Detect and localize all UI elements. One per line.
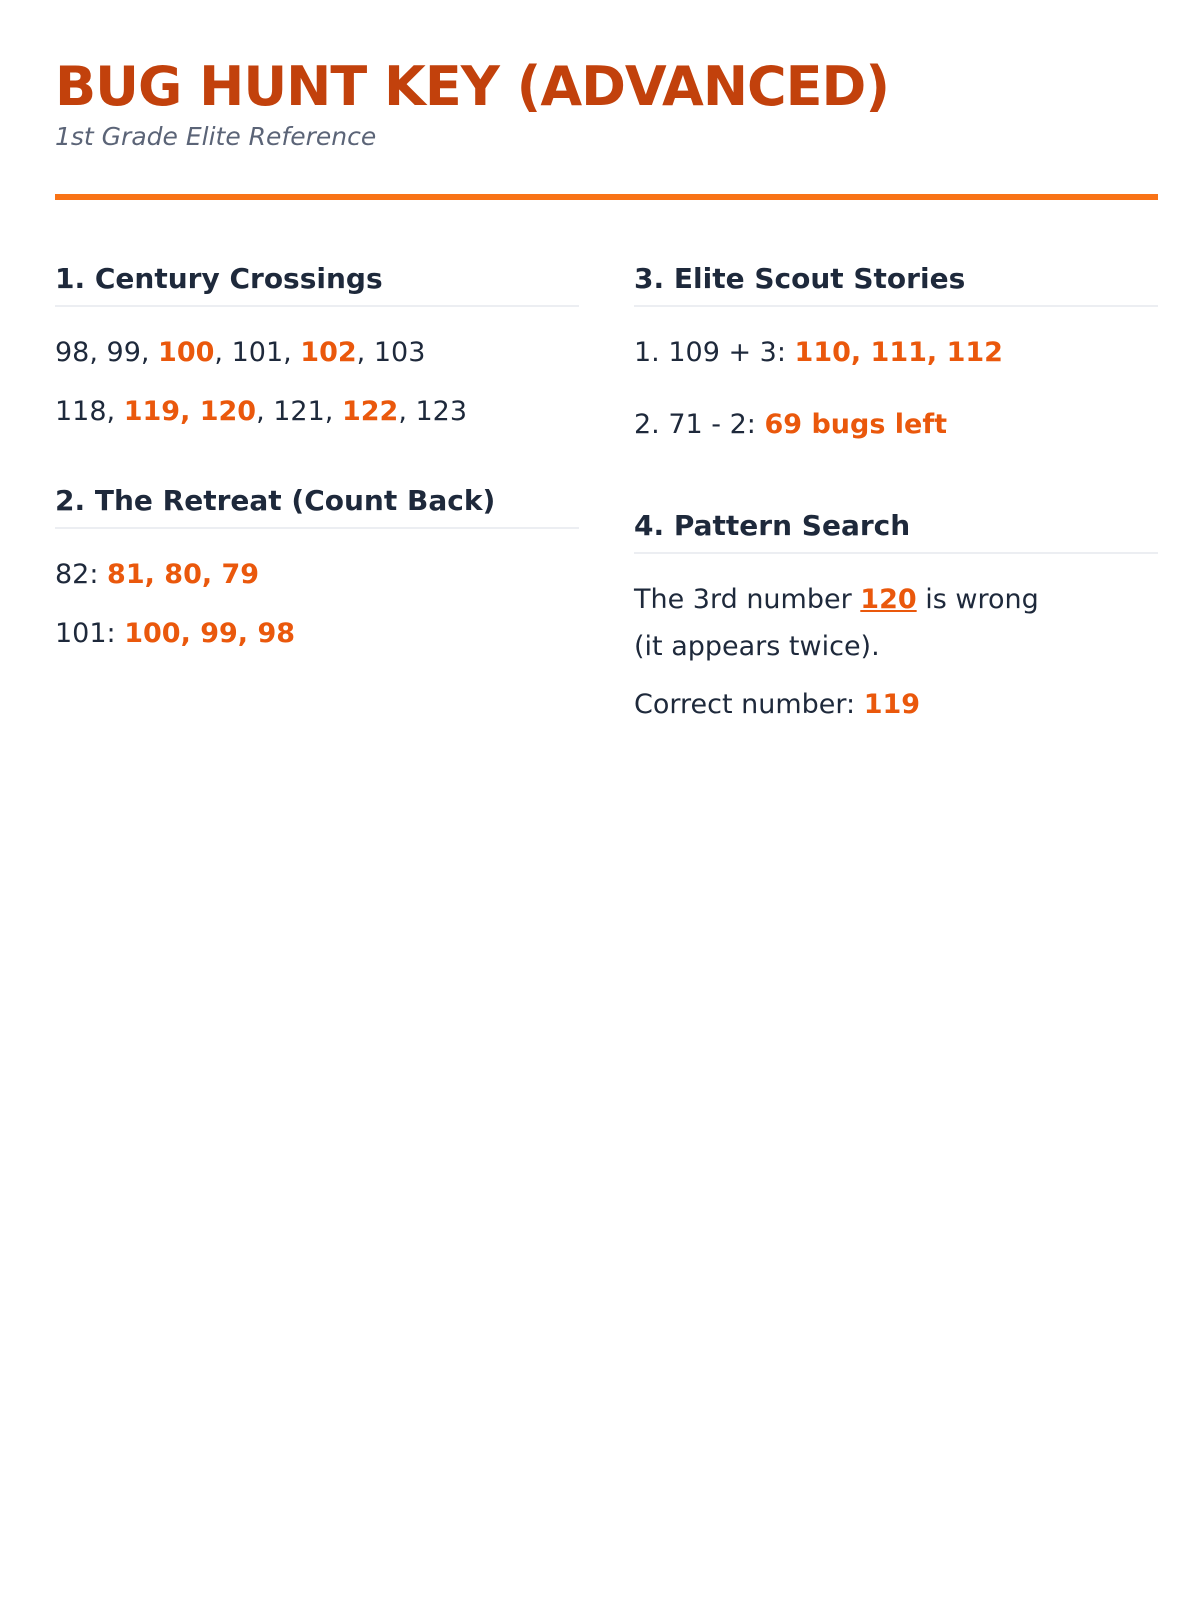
answer-sequence: 100, 99, 98: [124, 618, 296, 649]
page-title: BUG HUNT KEY (ADVANCED): [55, 55, 890, 118]
start-number: 101:: [55, 618, 125, 649]
given-numbers: , 121,: [256, 396, 342, 427]
answer-line: [55, 551, 579, 599]
section-heading: 2. The Retreat (Count Back): [55, 478, 579, 529]
spacer: [55, 307, 579, 329]
correct-label: Correct number:: [634, 689, 864, 720]
section-century-crossings: [55, 256, 579, 436]
section-retreat: [55, 478, 579, 658]
answer-number: 102: [300, 337, 357, 368]
page-subtitle: 1st Grade Elite Reference: [55, 122, 377, 151]
section-pattern-search: [634, 503, 1158, 729]
story-answer: 110, 111, 112: [794, 337, 1003, 368]
story-answer: 69 bugs left: [764, 409, 948, 440]
title-divider: [55, 194, 1158, 200]
explanation-text: is wrong (it appears twice).: [634, 584, 1039, 662]
given-numbers: 98, 99,: [55, 337, 159, 368]
left-column: [55, 256, 579, 658]
answer-number: 122: [341, 396, 399, 427]
given-numbers: , 123: [398, 396, 468, 427]
spacer: [55, 529, 579, 551]
story-problem: 1. 109 + 3:: [634, 337, 795, 368]
correct-number-line: [634, 681, 1158, 729]
answer-line: [634, 401, 1158, 449]
story-problem: 2. 71 - 2:: [634, 409, 765, 440]
section-heading: 1. Century Crossings: [55, 256, 579, 307]
answer-number: 119, 120: [123, 396, 257, 427]
answer-number: 100: [158, 337, 215, 368]
given-numbers: 118,: [55, 396, 124, 427]
answer-line: [55, 610, 579, 658]
section-scout-stories: [634, 256, 1158, 449]
start-number: 82:: [55, 559, 108, 590]
wrong-number: 120: [860, 584, 917, 615]
section-heading: 4. Pattern Search: [634, 503, 1158, 554]
answer-line: [55, 329, 579, 377]
spacer: [634, 554, 1158, 576]
given-numbers: , 101,: [214, 337, 301, 368]
section-heading: 3. Elite Scout Stories: [634, 256, 1158, 307]
right-column: [634, 256, 1158, 729]
explanation-text: The 3rd number: [634, 584, 861, 615]
answer-line: [55, 388, 579, 436]
answer-sequence: 81, 80, 79: [107, 559, 260, 590]
pattern-explanation: [634, 576, 1074, 670]
spacer: [634, 307, 1158, 329]
answer-line: [634, 329, 1158, 377]
correct-answer: 119: [863, 689, 921, 720]
given-numbers: , 103: [356, 337, 426, 368]
